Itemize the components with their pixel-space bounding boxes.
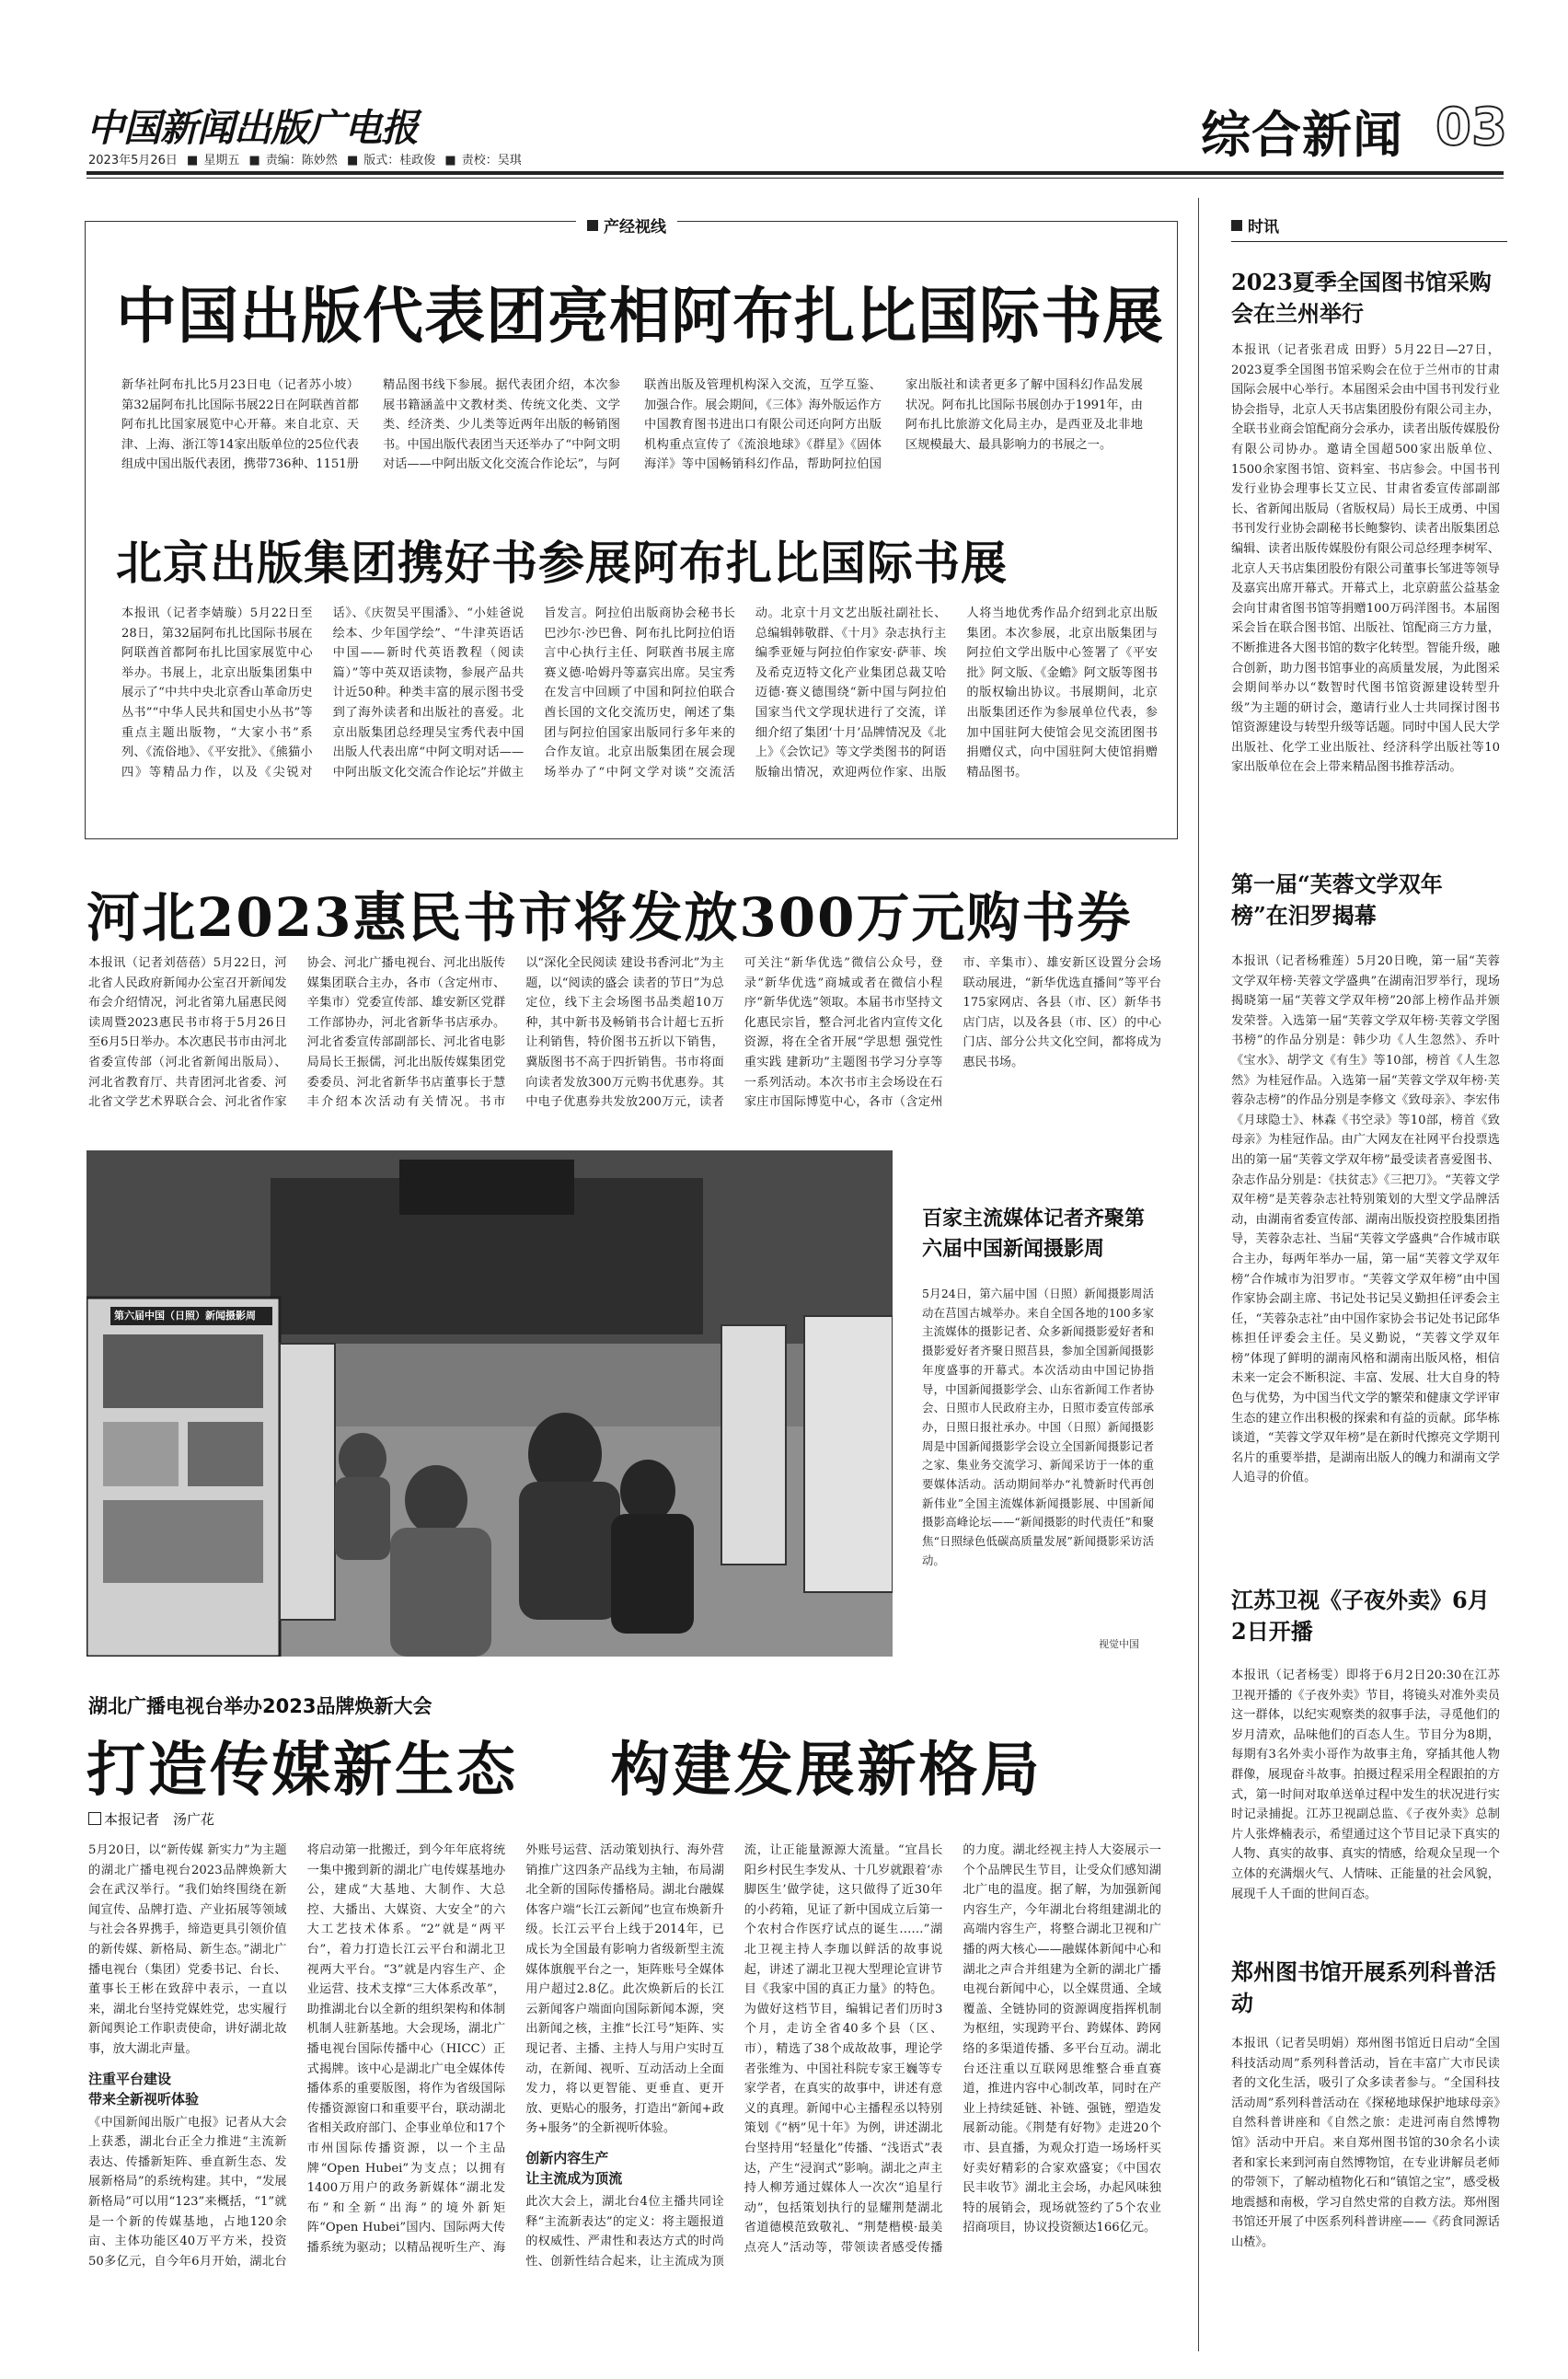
section-tag-news-brief: 时讯: [1231, 214, 1279, 237]
brief-title-furong-award: 第一届“芙蓉文学双年榜”在汨罗揭幕: [1231, 871, 1443, 929]
tag-square-icon: [1231, 220, 1242, 231]
hubei-headline-b: 构建发展新格局: [610, 1736, 1043, 1805]
article-body-abu-dhabi: 新华社阿布扎比5月23日电（记者苏小坡）第32届阿布扎比国际书展22日在阿联酋首都阿布扎比国家展览中心开幕。来自北京、天津、上海、浙江等14家出版单位的25位代表组成中国出版代表团，携带736种、1151册精品图书线下参展。据代表团介绍，本次参展书籍涵盖中文教材类、传统文化类、文学类、经济类、少儿类等近两年出版的畅销图书。中国出版代表团当天还举办了“中阿文明对话——中阿出版文化交流合作论坛”，与阿联酋出版及管理机构深入交流，互学互鉴、加强合作。展会期间，《三体》海外版运作方中国教育图书进出口有限公司还向阿方出版机构重点宣传了《流浪地球》《群星》《固体海洋》等中国畅销科幻作品，帮助阿拉伯国家出版社和读者更多了解中国科幻作品发展状况。阿布扎比国际书展创办于1991年，由阿布扎比旅游文化局主办，是西亚及北非地区规模最大、最具影响力的书展之一。: [121, 378, 1143, 472]
brief-title-library-fair: 2023夏季全国图书馆采购会在兰州举行: [1231, 269, 1492, 327]
hubei-intro: 5月20日，以“新传媒 新实力”为主题的湖北广播电视台2023品牌焕新大会在武汉举行。“我们始终围绕在新闻宣传、品牌打造、产业拓展等领域与社会各界携手，缔造更具引领价值的新传媒、新格局、新生态。”湖北广播电视台（集团）党委书记、台长、董事长王彬在致辞中表示，一直以来，湖北台坚持党媒姓党，忠实履行新闻舆论工作职责使命，讲好湖北故事，放大湖北声量。: [88, 1843, 287, 2056]
meta-date: 2023年5月26日: [88, 154, 178, 167]
article-body-hebei: 本报讯（记者刘蓓蓓）5月22日，河北省人民政府新闻办公室召开新闻发布会介绍情况，河北省第九届惠民阅读周暨2023惠民书市将于5月26日至6月5日举办。本次惠民书市由河北省委宣传部（河北省新闻出版局）、河北省教育厅、共青团河北省委、河北省文学艺术界联合会、河北省作家协会、河北广播电视台、河北出版传媒集团联合主办，各市（含定州市、辛集市）党委宣传部、雄安新区党群工作部协办，河北省新华书店承办。河北省委宣传部副部长、河北省电影局局长王振儒，河北出版传媒集团党委委员、河北省新华书店董事长于慧丰介绍本次活动有关情况。书市以“深化全民阅读 建设书香河北”为主题，以“阅读的盛会 读者的节日”为总定位，线下主会场图书品类超10万种，其中新书及畅销书合计超七五折让利销售，特价图书五折以下销售，冀版图书不高于四折销售。书市将面向读者发放300万元购书优惠券。其中电子优惠券共发放200万元，读者可关注“新华优选”微信公众号，登录“新华优选”商城或者在微信小程序“新华优选”领取。本届书市坚持文化惠民宗旨，整合河北省内宣传文化资源，将在全省开展“学思想 强党性 重实践 建新功”主题图书学习分享等一系列活动。本次书市主会场设在石家庄市国际博览中心，各市（含定州市、辛集市）、雄安新区设置分会场联动展进，“新华优选直播间”等平台175家网店、各县（市、区）新华书店门店，以及各县（市、区）的中心门店、部分公共文化空间，都将成为惠民书场。: [88, 956, 1161, 1110]
newspaper-logo: 中国新闻出版广电报: [86, 106, 418, 150]
meta-editor: 责编：陈妙然: [265, 154, 338, 167]
exhibition-sign: 第六届中国（日照）新闻摄影周: [110, 1307, 272, 1325]
brief-body-zhengzhou-library: 本报讯（记者吴明娟）郑州图书馆近日启动“全国科技活动周”系列科普活动，旨在丰富广大市民读者的文化生活，吸引了众多读者参与。“全国科技活动周”系列科普活动在《探秘地球保护地球母亲》自然科普讲座和《自然之旅：走进河南自然博物馆》活动中开启。来自郑州图书馆的30余名小读者和家长来到河南自然博物馆，在专业讲解员老师的带领下，了解动植物化石和“镇馆之宝”，感受极地震撼和南极，学习自然史常的自救方法。郑州图书馆还开展了中医系列科普讲座——《药食同源话山楂》。: [1231, 2037, 1500, 2249]
hubei-headline: [86, 1723, 1043, 1807]
article-body-beijing-publishing: 本报讯（记者李婧璇）5月22日至28日，第32届阿布扎比国际书展在阿联酋首都阿布扎比国家展览中心举办。书展上，北京出版集团集中展示了“中共中央北京香山革命历史丛书”“中华人民共和国史小丛书”等重点主题出版物，“大家小书”系列、《流俗地》、《平安批》、《熊猫小四》等精品力作，以及《尖锐对话》、《庆贺吴平围潘》、“小娃爸说绘本、少年国学绘”、“牛津英语话中国——新时代英语教程（阅读篇）”等中英双语读物，参展产品共计近50种。种类丰富的展示图书受到了海外读者和出版社的喜爱。北京出版集团总经理吴宝秀代表中国出版人代表出席“中阿文明对话——中阿出版文化交流合作论坛”并做主旨发言。阿拉伯出版商协会秘书长巴沙尔·沙巴鲁、阿布扎比阿拉伯语言中心执行主任、阿联酋书展主席赛义德·哈姆丹等嘉宾出席。吴宝秀在发言中回顾了中国和阿拉伯联合酋长国的文化交流历史，阐述了集团与阿拉伯国家出版同行多年来的合作友谊。北京出版集团在展会现场举办了“中阿文学对谈”交流活动。北京十月文艺出版社副社长、总编辑韩敬群、《十月》杂志执行主编季亚娅与阿拉伯作家安·萨菲、埃及希克迈特文化产业集团总裁艾哈迈德·赛义德围绕“新中国与阿拉伯国家当代文学现状进行了交流，详细介绍了集团‘十月’品牌情况及《北上》《会饮记》等文学类图书的阿语版输出情况，欢迎两位作家、出版人将当地优秀作品介绍到北京出版集团。本次参展，北京出版集团与阿拉伯文学出版中心签署了《平安批》阿文版、《金蟾》阿文版等图书的版权输出协议。书展期间，北京出版集团还作为参展单位代表，参加中国驻阿大使馆会见交流团图书捐赠仪式，向中国驻阿大使馆捐赠精品图书。: [121, 606, 1158, 780]
sidebar-tag-rule: [1231, 241, 1507, 242]
hubei-byline: 本报记者 汤广花: [88, 1809, 214, 1829]
issue-meta: 2023年5月26日 ■ 星期五 ■ 责编：陈妙然 ■ 版式：桂政俊 ■ 责校：吴琪: [88, 154, 522, 167]
photo-headline: 百家主流媒体记者齐聚第六届中国新闻摄影周: [922, 1207, 1146, 1261]
brief-body-library-fair: 本报讯（记者张君成 田野）5月22日—27日，2023夏季全国图书馆采购会在位于兰州市的甘肃国际会展中心举行。本届图采会由中国书刊发行业协会指导，北京人天书店集团股份有限公司主办，全联书业商会馆配商分会承办，读者出版传媒股份有限公司协办。邀请全国超500家出版单位、1500余家图书馆、资料室、书店参会。中国书刊发行业协会理事长艾立民、甘肃省委宣传部副部长、省新闻出版局（省版权局）局长王成勇、中国书刊发行业协会副秘书长鲍黎钧、读者出版集团总编辑、读者出版传媒股份有限公司总经理李树军、北京人天书店集团股份有限公司董事长邹进等领导及嘉宾出席开幕式。开幕式上，北京蔚蓝公益基金会向甘肃省图书馆等捐赠100万码洋图书。本届图采会旨在联合图书馆、出版社、馆配商三方力量，不断推进各大图书馆的数字化转型。智能升级，融合创新，助力图书馆事业的高质量发展，为此图采会期间举办以“数智时代图书馆资源建设转型升级”为主题的研讨会，邀请行业人士共同探讨图书馆资源建设与转型升级等话题。同时中国人民大学出版社、化学工业出版社、经济科学出版社等10家出版单位在会上带来精品图书推荐活动。: [1231, 343, 1500, 775]
hubei-kicker: 湖北广播电视台举办2023品牌焕新大会: [88, 1695, 432, 1717]
brief-body-jiangsu-tv: 本报讯（记者杨雯）即将于6月2日20:30在江苏卫视开播的《子夜外卖》节目，将镜头对准外卖员这一群体，以纪实观察类的叙事手法，寻觅他们的岁月清欢，品味他们的百态人生。节目分为8期，每期有3名外卖小哥作为故事主角，穿插其他人物群像，展现奋斗故事。拍摄过程采用全程跟拍的方式，第一时间对取单送单过程中发生的状况进行实时记录捕捉。江苏卫视副总监、《子夜外卖》总制片人张烨楠表示，希望通过这个节目记录下真实的人物、真实的故事、真实的情感，给观众呈现一个立体的充满烟火气、人情味、正能量的社会风貌，展现千人千面的世间百态。: [1231, 1669, 1500, 1901]
headline-abu-dhabi: 中国出版代表团亮相阿布扎比国际书展: [116, 280, 1164, 352]
news-photo: [86, 1150, 893, 1657]
tag-square-icon: [587, 220, 598, 231]
headline-beijing-publishing: 北京出版集团携好书参展阿布扎比国际书展: [116, 536, 1008, 590]
hubei-subhead-content: 创新内容生产 让主流成为顶流: [525, 2149, 623, 2187]
byline-box-icon: [88, 1812, 101, 1825]
brief-body-furong-award: 本报讯（记者杨雅莲）5月20日晚，第一届“芙蓉文学双年榜·芙蓉文学盛典”在湖南汨罗举行，现场揭晓第一届“芙蓉文学双年榜”20部上榜作品并颁发荣誉。入选第一届“芙蓉文学双年榜·芙蓉文学图书榜”的作品分别是：韩少功《人生忽然》、乔叶《宝水》、胡学文《有生》等10部，榜首《人生忽然》为桂冠作品。入选第一届“芙蓉文学双年榜·芙蓉杂志榜”的作品分别是李修文《致母亲》、李宏伟《月球隐士》、林森《书空录》等10部，榜首《致母亲》为桂冠作品。由广大网友在社网平台投票选出的第一届“芙蓉文学双年榜”最受读者喜爱图书、杂志作品分别是：《扶贫志》《三把刀》。“芙蓉文学双年榜”是芙蓉杂志社特别策划的大型文学品牌活动，由湖南省委宣传部、湖南出版投资控股集团指导，芙蓉杂志社、当届“芙蓉文学盛典”合作城市联合主办，每两年举办一届，第一届“芙蓉文学双年榜”合作城市为汨罗市。“芙蓉文学双年榜”由中国作家协会副主席、书记处书记吴义勤担任评委会主任，“芙蓉杂志社”由中国作家协会书记处书记邱华栋担任评委会主任。吴义勤说，“芙蓉文学双年榜”体现了鲜明的湖南风格和湖南出版风格，相信未来一定会不断积淀、丰富、发展、壮大自身的特色与优势，为中国当代文学的繁荣和健康文学评审生态的建立作出积极的探索和有益的贡献。邱华栋谈道，“芙蓉文学双年榜”是在新时代擦亮文学期刊名片的重要举措，是湖南出版人的魄力和湖南文学人追寻的价值。: [1231, 954, 1500, 1485]
meta-layout: 版式：桂政俊: [363, 154, 436, 167]
sidebar-rule-left: [1198, 198, 1199, 2351]
photo-credit: 视觉中国: [1099, 1638, 1139, 1650]
photo-illustration: [86, 1150, 893, 1657]
masthead: [0, 0, 1568, 221]
headline-hebei-book-fair: 河北2023惠民书市将发放300万元购书券: [86, 886, 1133, 949]
photo-caption-panel: [893, 1150, 1178, 1657]
section-tag-industry: 产经视线: [576, 214, 677, 237]
hubei-headline-a: 打造传媒新生态: [86, 1736, 518, 1805]
meta-weekday: 星期五: [203, 154, 240, 167]
hubei-subhead-platform: 注重平台建设 带来全新视听体验: [88, 2070, 200, 2108]
page-number: 03: [1435, 98, 1507, 157]
hubei-article-body: [88, 1841, 1161, 2315]
hubei-para-content: 此次大会上，湖北台4位主播共同诠释“主流新表达”的定义：将主题报道的权威性、严肃性和表达方式的时尚性、创新性结合起来，让主流成为顶流，让正能量源源大流量。“宜昌长阳乡村民生李发从、十几岁就跟着‘赤脚医生’做学徒，这只做得了近30年的小药箱，见证了新中国成立后第一个农村合作医疗试点的诞生……”湖北卫视主持人李珈以鲜活的故事说起，讲述了湖北卫视大型理论宣讲节目《我家中国的真正力量》的特色。为做好这档节目，编辑记者们历时3个月，走访全省40多个县（区、市），精选了38个成故故事，理论学者张维为、中国社科院专家王巍等专家学者，在真实的故事中，讲述有意义的真理。新闻中心主播程丞以特别策划《“柄”见十年》为例，讲述湖北台坚持用“轻量化”传播、“浅语式”表达，产生“浸润式”影响。湖北之声主持人柳芳通过媒体人一次次“追星行动”，包括策划执行的显耀荆楚湖北省道德模范致敬礼、“荆楚楷模·最美点亮人”活动等，带领读者感受传播的力度。湖北经视主持人大姿展示一个个品牌民生节目，让受众们感知湖北广电的温度。据了解，为加强新闻内容生产，今年湖北台将组建湖北的高端内容生产，将整合湖北卫视和广播的两大核心——融媒体新闻中心和湖北之声合并组建为全新的湖北广播电视台新闻中心，以全媒贯通、全域覆盖、全链协同的资源调度指挥机制为枢纽，实现跨平台、跨媒体、跨网络的多渠道传播、多平台互动。湖北台还注重以互联网思维整合垂直赛道，推进内容中心制改革，同时在产业上持续延链、补链、强链，塑造发展新动能。《荆楚有好物》走进20个市、县直播，为观众打造一场场杆买好卖好精彩的合家欢盛宴；《中国农民丰收节》湖北主会场，办起风味独特的展销会，现场就签约了5个农业招商项目，协议投资额达166亿元。: [525, 1843, 1161, 2269]
hubei-para-platform: 《中国新闻出版广电报》记者从大会上获悉，湖北台正全力推进“主流新表达、传播新矩阵、垂直新生态、发展新格局”的系统构建。其中，“发展新格局”可以用“123”来概括，“1”就是一个新的传媒基地，占地120余亩、主体功能区40万平方米，投资50多亿元，自今年6月开始，湖北台将启动第一批搬迁，到今年年底将统一集中搬到新的湖北广电传媒基地办公，建成“大基地、大制作、大总控、大播出、大媒资、大安全”的六大工艺技术体系。“2”就是“两平台”，着力打造长江云平台和湖北卫视两大平台。“3”就是内容生产、企业运营、技术支撑“三大体系改革”，助推湖北台以全新的组织架构和体制机制人驻新基地。大会现场，湖北广播电视台国际传播中心（HICC）正式揭牌。该中心是湖北广电全媒体传播体系的重要版图，将作为省级国际传播资源窗口和重要平台，联动湖北省相关政府部门、企事业单位和17个市州国际传播资源，以一个主品牌“Open Hubei”为支点；以拥有1400万用户的政务新媒体“湖北发布”和全新“出海”的境外新矩阵“Open Hubei”国内、国际两大传播系统为驱动；以精品视听生产、海外账号运营、活动策划执行、海外营销推广这四条产品线为主轴，布局湖北全新的国际传播格局。湖北台融媒体客户端“长江云新闻”也宣布焕新升级。长江云平台上线于2014年，已成长为全国最有影响力省级新型主流媒体旗舰平台之一，矩阵账号全媒体用户超过2.8亿。此次焕新后的长江云新闻客户端面向国际新闻本源，突出新闻之核，主推“长江号”矩阵、实现记者、主播、主持人与用户实时互动，在新闻、视听、互动活动上全面发力，将以更智能、更垂直、更开放、更贴心的服务，打造出“新闻+政务+服务”的全新视听体验。: [88, 1843, 724, 2269]
meta-proof: 责校：吴琪: [461, 154, 522, 167]
section-title: 综合新闻: [1201, 105, 1403, 164]
brief-title-jiangsu-tv: 江苏卫视《子夜外卖》6月2日开播: [1231, 1587, 1490, 1645]
photo-caption-text: 5月24日，第六届中国（日照）新闻摄影周活动在莒国古城举办。来自全国各地的100多家主流媒体的摄影记者、众多新闻摄影爱好者和摄影爱好者齐聚日照莒县，参加全国新闻摄影年度盛事的开幕式。本次活动由中国记协指导，中国新闻摄影学会、山东省新闻工作者协会、日照市人民政府主办，日照市委宣传部承办，日照日报社承办。中国（日照）新闻摄影周是中国新闻摄影学会设立全国新闻摄影记者之家、集业务交流学习、新闻采访于一体的重要媒体活动。活动期间举办“礼赞新时代再创新伟业”全国主流媒体新闻摄影展、中国新闻摄影高峰论坛——“新闻摄影的时代责任”和聚焦“日照绿色低碳高质量发展”新闻摄影采访活动。: [922, 1287, 1154, 1567]
masthead-rule-thin: [86, 178, 1504, 179]
brief-title-zhengzhou-library: 郑州图书馆开展系列科普活动: [1231, 1958, 1496, 2016]
masthead-rule: [86, 171, 1504, 175]
